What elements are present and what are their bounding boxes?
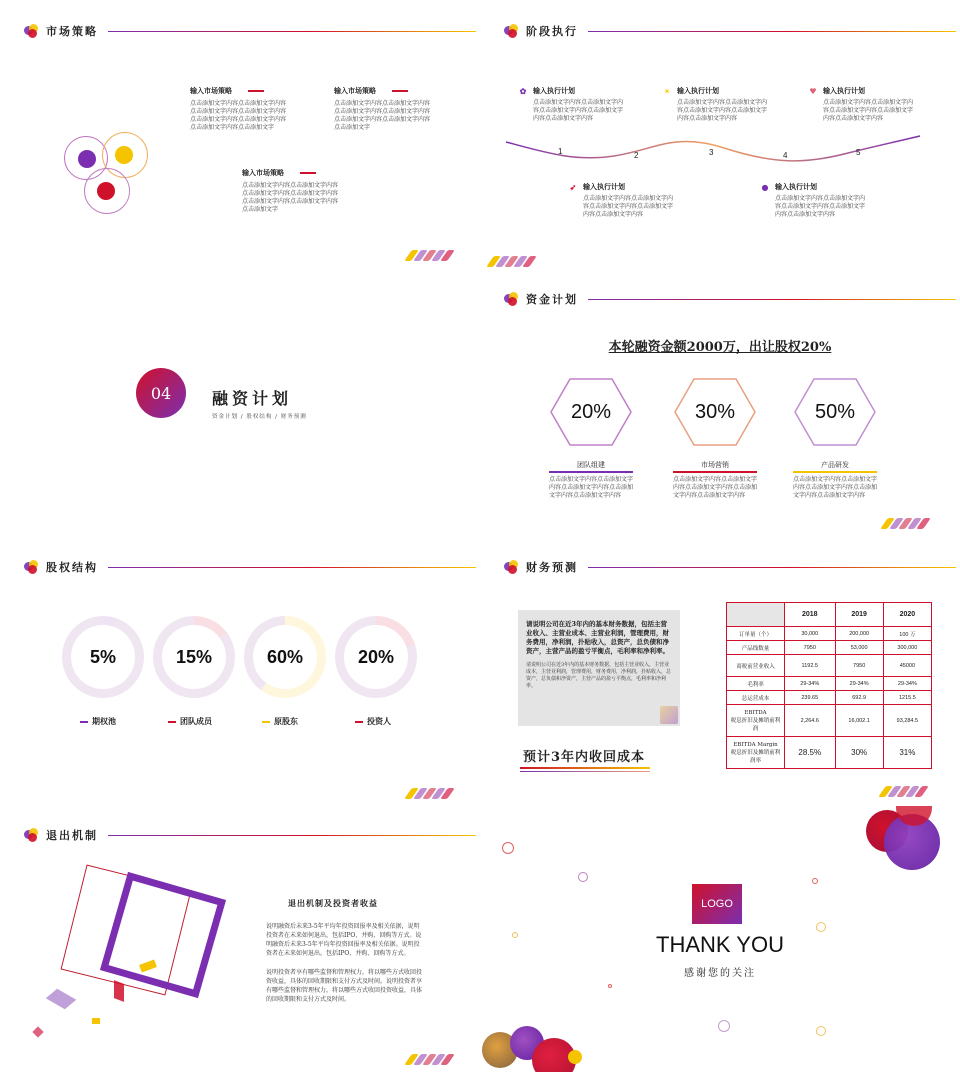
year-header: 2020 xyxy=(883,603,931,627)
yellow-dot xyxy=(115,146,133,164)
table-row xyxy=(727,691,932,705)
brand-dots-icon xyxy=(24,828,38,842)
execution-text: 点击添加文字内容点击添加文字内容点击添加文字内容点击添加文字内容点击添加文字内容 xyxy=(583,195,674,218)
slide-equity-structure[interactable] xyxy=(0,536,480,804)
cell: 239.65 xyxy=(785,691,836,705)
cell: 2,264.6 xyxy=(785,705,836,737)
hexagon-value: 30% xyxy=(694,400,736,423)
cell: 300,000 xyxy=(883,641,931,655)
strategy-text: 点击添加文字内容点击添加文字内容点击添加文字内容点击添加文字内容点击添加文字内容点击添加文字内容点击添加文字 xyxy=(334,100,431,131)
header-divider xyxy=(588,31,956,32)
decor-shape xyxy=(114,980,124,1002)
fund-use-text: 点击添加文字内容点击添加文字内容点击添加文字内容点击添加文字内容点击添加文字内容 xyxy=(549,476,634,499)
fund-use-text: 点击添加文字内容点击添加文字内容点击添加文字内容点击添加文字内容点击添加文字内容 xyxy=(793,476,878,499)
cell: 692.9 xyxy=(835,691,883,705)
cell: 29-34% xyxy=(785,677,836,691)
legend-label: 投资人 xyxy=(367,716,391,726)
table-row xyxy=(727,677,932,691)
decor-ring xyxy=(816,922,826,932)
step-number: 5 xyxy=(856,148,861,157)
strategy-heading: 输入市场策略 xyxy=(242,168,284,177)
exit-paragraph: 说明融资后未来3-5年平均年投资回报率及相关依据，说明投资者在未来如何退出，包括IPO、并购、回购等方式。说明融资后未来3-5年平均年投资回报率及相关依据。说明投资者在未来如何退出，包括IPO、并购、回购等方式。 xyxy=(266,923,422,957)
fund-use-text: 点击添加文字内容点击添加文字内容点击添加文字内容点击添加文字内容点击添加文字内容 xyxy=(673,476,758,499)
hexagon-value: 20% xyxy=(570,400,612,423)
execution-text: 点击添加文字内容点击添加文字内容点击添加文字内容点击添加文字内容点击添加文字内容 xyxy=(677,99,768,122)
decor-ring xyxy=(718,1020,730,1032)
title-underline xyxy=(520,767,650,769)
slide-financial-forecast[interactable] xyxy=(480,536,960,804)
execution-text: 点击添加文字内容点击添加文字内容点击添加文字内容点击添加文字内容点击添加文字内容 xyxy=(775,195,866,218)
page-curl-icon xyxy=(660,706,678,724)
cell: 30% xyxy=(835,737,883,769)
year-header: 2018 xyxy=(785,603,836,627)
equity-legend xyxy=(355,716,391,727)
section-subtitle: 资金计划 / 股权结构 / 财务预测 xyxy=(212,414,307,420)
brand-dots-icon xyxy=(504,24,518,38)
cell: 53,000 xyxy=(835,641,883,655)
table-row xyxy=(727,641,932,655)
slide-header xyxy=(24,558,476,576)
gear-icon: ✿ xyxy=(519,86,527,96)
table-row xyxy=(727,655,932,677)
equity-ring xyxy=(335,616,417,698)
decor-ring xyxy=(816,1026,826,1036)
slide-header xyxy=(504,22,956,40)
cell: 29-34% xyxy=(883,677,931,691)
execution-text: 点击添加文字内容点击添加文字内容点击添加文字内容点击添加文字内容点击添加文字内容 xyxy=(823,99,914,122)
decor-ring xyxy=(608,984,612,988)
equity-ring xyxy=(62,616,144,698)
heart-icon: ♥ xyxy=(809,86,817,96)
legend-label: 期权池 xyxy=(92,716,116,726)
strategy-block xyxy=(242,168,342,214)
hexagon xyxy=(550,378,632,446)
execution-item xyxy=(568,182,678,219)
slide-title: 资金计划 xyxy=(526,293,578,306)
year-header: 2019 xyxy=(835,603,883,627)
equity-legend xyxy=(80,716,116,727)
equity-value: 60% xyxy=(253,625,317,689)
equity-value: 20% xyxy=(344,625,408,689)
step-number: 1 xyxy=(558,147,563,156)
decor-stripes xyxy=(490,256,533,267)
strategy-block xyxy=(334,86,434,132)
step-number: 3 xyxy=(709,148,714,157)
strategy-heading: 输入市场策略 xyxy=(190,86,232,95)
row-label: 毛利率 xyxy=(727,677,785,691)
execution-item xyxy=(760,182,870,219)
note-main-text: 请说明公司在近3年内的基本财务数据，包括主营业收入、主营业成本、主营业利润，管理费用，财务费用，净利润，扑贴收入，总资产，总负债和净资产，主营产品的盈亏平衡点，毛利率和净利率。 xyxy=(526,620,669,655)
decor-ring xyxy=(578,872,588,882)
fund-bar xyxy=(793,471,877,473)
table-corner xyxy=(727,603,785,627)
logo-box: LOGO xyxy=(692,884,742,924)
row-label: 总运营成本 xyxy=(727,691,785,705)
planet-icon: ● xyxy=(761,182,769,192)
equity-value: 15% xyxy=(162,625,226,689)
title-underline xyxy=(520,771,650,772)
fund-use-label: 市场营销 xyxy=(701,461,729,469)
rocket-icon: ➶ xyxy=(569,182,577,192)
financial-table xyxy=(726,602,932,769)
fund-use-label: 产品研发 xyxy=(821,461,849,469)
table-row xyxy=(727,737,932,769)
hexagon xyxy=(674,378,756,446)
legend-marker xyxy=(355,721,363,723)
slide-title: 退出机制 xyxy=(46,829,98,842)
header-divider xyxy=(588,567,956,568)
table-row xyxy=(727,627,932,641)
section-number-badge: 04 xyxy=(136,368,186,418)
strategy-text: 点击添加文字内容点击添加文字内容点击添加文字内容点击添加文字内容点击添加文字内容点击添加文字内容点击添加文字内容点击添加文字 xyxy=(190,100,287,131)
decor-stripes xyxy=(408,788,451,799)
strategy-heading: 输入市场策略 xyxy=(334,86,376,95)
step-number: 2 xyxy=(634,151,639,160)
legend-marker xyxy=(168,721,176,723)
slide-funding-plan[interactable] xyxy=(480,268,960,536)
brand-dots-icon xyxy=(504,560,518,574)
note-sub-text: 请说明公司在近3年内的基本财务数据，包括主营业收入，主营业成本，主营业利润，管理费用，财务费用，净利润，扑贴收入，总资产，总负债和净资产，主营产品的盈亏平衡点，毛利率和净利率。 xyxy=(526,662,672,689)
decor-bubble xyxy=(568,1050,582,1064)
step-number: 4 xyxy=(783,151,788,160)
table-row xyxy=(727,705,932,737)
decor-stripes xyxy=(408,1054,451,1065)
note-card xyxy=(518,610,680,726)
brand-dots-icon xyxy=(24,560,38,574)
execution-heading: 输入执行计划 xyxy=(533,86,575,95)
cell: 30,000 xyxy=(785,627,836,641)
fund-bar xyxy=(549,471,633,473)
equity-value: 5% xyxy=(71,625,135,689)
decor-shape xyxy=(46,989,76,1010)
equity-ring xyxy=(153,616,235,698)
slide-thank-you[interactable] xyxy=(480,804,960,1072)
execution-item xyxy=(808,86,918,123)
funding-headline: 本轮融资金额2000万，出让股权20% xyxy=(608,340,832,355)
decor-shape xyxy=(92,1018,100,1024)
slide-header xyxy=(24,22,476,40)
decor-stripes xyxy=(882,786,925,797)
payback-title: 预计3年内收回成本 xyxy=(522,750,646,765)
row-label: 商税前营业收入 xyxy=(727,655,785,677)
decor-ring xyxy=(812,878,818,884)
cell: 93,284.5 xyxy=(883,705,931,737)
slide-title: 市场策略 xyxy=(46,25,98,38)
accent-bar xyxy=(392,90,408,92)
cell: 7950 xyxy=(835,655,883,677)
accent-bar xyxy=(248,90,264,92)
cell: 1215.5 xyxy=(883,691,931,705)
legend-label: 原股东 xyxy=(274,716,298,726)
red-dot xyxy=(97,182,115,200)
purple-dot xyxy=(78,150,96,168)
slide-title: 阶段执行 xyxy=(526,25,578,38)
brand-dots-icon xyxy=(504,292,518,306)
thank-you-title: THANK YOU xyxy=(656,932,784,957)
slide-header xyxy=(24,826,476,844)
execution-heading: 输入执行计划 xyxy=(583,182,625,191)
execution-text: 点击添加文字内容点击添加文字内容点击添加文字内容点击添加文字内容点击添加文字内容 xyxy=(533,99,624,122)
thank-you-subtitle: 感谢您的关注 xyxy=(684,968,756,979)
header-divider xyxy=(108,31,476,32)
cell: 200,000 xyxy=(835,627,883,641)
slide-header xyxy=(504,558,956,576)
header-divider xyxy=(588,299,956,300)
header-divider xyxy=(108,567,476,568)
legend-marker xyxy=(262,721,270,723)
slide-phase-execution[interactable] xyxy=(480,0,960,268)
exit-paragraph: 说明投资者享有哪些监督和管理权力，将以哪些方式收回投资收益，具体的回收期限和支付方式及时间。说明投资者享有哪些监督和管理权力，将以哪些方式收回投资收益，具体的回收期限和支付方式及时间。 xyxy=(266,969,423,1003)
hexagon-value: 50% xyxy=(814,400,856,423)
brand-dots-icon xyxy=(24,24,38,38)
section-title: 融资计划 xyxy=(212,389,293,408)
cell: 29-34% xyxy=(835,677,883,691)
row-label: 产品线数量 xyxy=(727,641,785,655)
hexagon xyxy=(794,378,876,446)
decor-shape xyxy=(32,1026,43,1037)
header-divider xyxy=(108,835,476,836)
sun-icon: ☀ xyxy=(663,86,671,96)
slide-title: 财务预测 xyxy=(526,561,578,574)
decor-ring xyxy=(502,842,514,854)
cell: 100 万 xyxy=(883,627,931,641)
row-label: EBITDA Margin 税息折旧及摊销前利润率 xyxy=(727,737,785,769)
equity-ring xyxy=(244,616,326,698)
strategy-block xyxy=(190,86,290,132)
execution-heading: 输入执行计划 xyxy=(823,86,865,95)
slide-market-strategy[interactable] xyxy=(0,0,480,268)
cell: 31% xyxy=(883,737,931,769)
slide-title: 股权结构 xyxy=(46,561,98,574)
cell: 16,002.1 xyxy=(835,705,883,737)
strategy-text: 点击添加文字内容点击添加文字内容点击添加文字内容点击添加文字内容点击添加文字内容点击添加文字内容点击添加文字 xyxy=(242,182,339,213)
execution-item xyxy=(662,86,772,123)
timeline-wave xyxy=(504,134,924,174)
equity-legend xyxy=(262,716,298,727)
decor-stripes xyxy=(408,250,451,261)
decor-stripes xyxy=(884,518,927,529)
cell: 28.5% xyxy=(785,737,836,769)
legend-marker xyxy=(80,721,88,723)
fund-bar xyxy=(673,471,757,473)
execution-heading: 输入执行计划 xyxy=(677,86,719,95)
equity-legend xyxy=(168,716,212,727)
row-label: EBITDA 税息折旧及摊销前利润 xyxy=(727,705,785,737)
execution-heading: 输入执行计划 xyxy=(775,182,817,191)
slide-header xyxy=(504,290,956,308)
accent-bar xyxy=(300,172,316,174)
table-header-row xyxy=(727,603,932,627)
cell: 45000 xyxy=(883,655,931,677)
row-label: 订单量（个） xyxy=(727,627,785,641)
slide-section-financing[interactable] xyxy=(0,268,480,536)
cell: 1192.5 xyxy=(785,655,836,677)
cell: 7950 xyxy=(785,641,836,655)
execution-item xyxy=(518,86,628,123)
legend-label: 团队成员 xyxy=(180,716,212,726)
fund-use-label: 团队组建 xyxy=(577,461,605,469)
exit-heading: 退出机制及投资者收益 xyxy=(288,898,378,908)
slide-exit-mechanism[interactable] xyxy=(0,804,480,1072)
